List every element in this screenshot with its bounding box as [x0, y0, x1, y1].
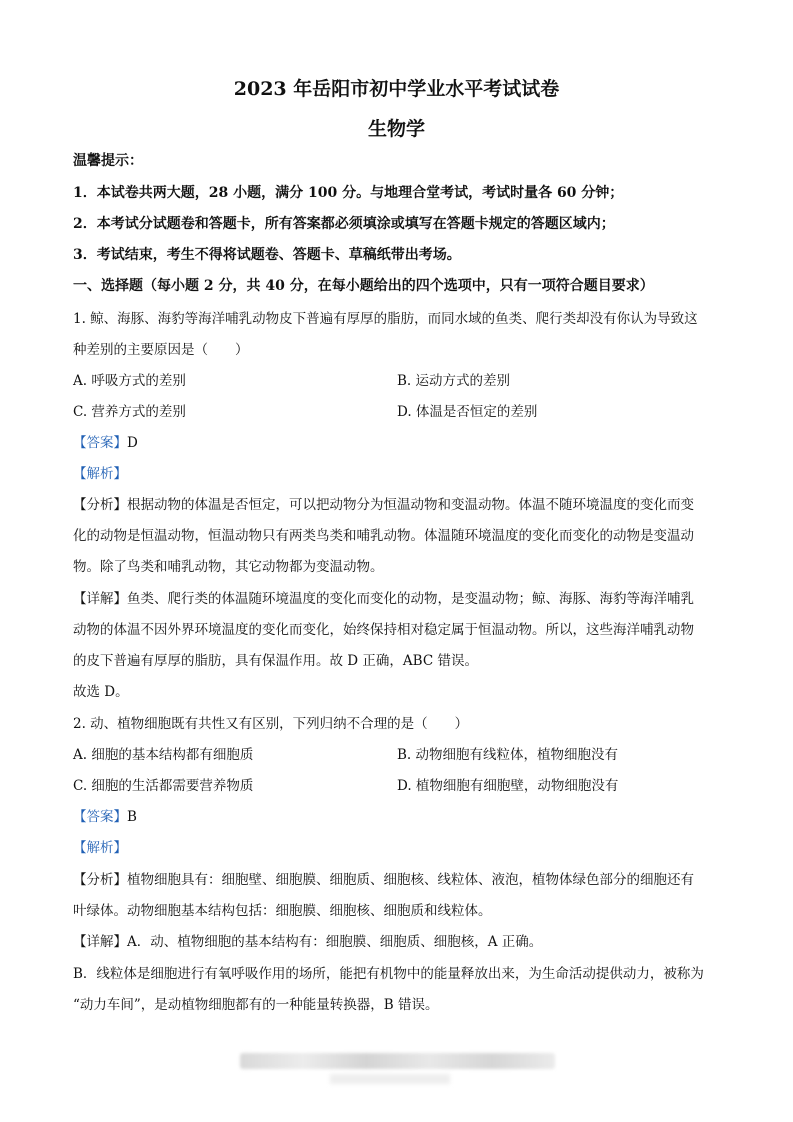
fenxi-text: 根据动物的体温是否恒定，可以把动物分为恒温动物和变温动物。体温不随环境温度的变化而变 — [127, 497, 694, 513]
q1-answer — [73, 431, 138, 451]
xiangjie-tag: 【详解】 — [73, 934, 127, 950]
tips-heading: 温馨提示： — [73, 153, 143, 169]
q1-analysis — [73, 462, 127, 482]
answer-tag: 【答案】 — [73, 809, 127, 825]
q1-stem-line-2: 种差别的主要原因是（ ） — [73, 342, 249, 358]
q2-stem: 2. 动、植物细胞既有共性又有区别，下列归纳不合理的是（ ） — [73, 716, 469, 732]
exam-title: 2023 年岳阳市初中学业水平考试试卷 — [233, 78, 560, 100]
xiangjie-text: A．动、植物细胞的基本结构有：细胞膜、细胞质、细胞核，A 正确。 — [127, 934, 543, 950]
analysis-tag: 【解析】 — [73, 466, 127, 482]
q2-option-d: D. 植物细胞有细胞壁，动物细胞没有 — [397, 778, 619, 794]
tip-3: 3．考试结束，考生不得将试题卷、答题卡、草稿纸带出考场。 — [73, 247, 461, 263]
q2-b-line-2: “动力车间”，是动植物细胞都有的一种能量转换器，B 错误。 — [73, 997, 439, 1013]
subject-title: 生物学 — [367, 118, 425, 140]
q2-xiangjie-line — [73, 930, 542, 950]
answer-value: D — [127, 435, 138, 451]
q1-fenxi-line-1 — [73, 493, 694, 513]
q1-fenxi-line-3: 物。除了鸟类和哺乳动物，其它动物都为变温动物。 — [73, 559, 384, 575]
answer-value: B — [127, 809, 137, 825]
blurred-watermark-small — [330, 1074, 450, 1084]
q2-fenxi-line-2: 叶绿体。动物细胞基本结构包括：细胞膜、细胞核、细胞质和线粒体。 — [73, 903, 492, 919]
q2-option-c: C. 细胞的生活都需要营养物质 — [73, 778, 254, 794]
q1-option-b: B. 运动方式的差别 — [397, 373, 511, 389]
tip-2: 2．本考试分试题卷和答题卡，所有答案都必须填涂或填写在答题卡规定的答题区域内； — [73, 216, 615, 232]
tip-1: 1．本试卷共两大题，28 小题，满分 100 分。与地理合堂考试，考试时量各 60 分钟； — [73, 185, 624, 201]
q2-b-line-1: B．线粒体是细胞进行有氧呼吸作用的场所，能把有机物中的能量释放出来，为生命活动提供动力，被称为 — [73, 966, 704, 982]
blurred-watermark — [240, 1053, 555, 1069]
fenxi-text: 植物细胞具有：细胞壁、细胞膜、细胞质、细胞核、线粒体、液泡，植物体绿色部分的细胞还有 — [127, 872, 694, 888]
fenxi-tag: 【分析】 — [73, 872, 127, 888]
q1-conclusion: 故选 D。 — [73, 684, 129, 700]
q1-option-c: C. 营养方式的差别 — [73, 404, 186, 420]
q1-xiangjie-line-3: 的皮下普遍有厚厚的脂肪，具有保温作用。故 D 正确，ABC 错误。 — [73, 653, 478, 669]
q2-option-a: A. 细胞的基本结构都有细胞质 — [73, 747, 254, 763]
q2-option-b: B. 动物细胞有线粒体，植物细胞没有 — [397, 747, 619, 763]
q1-xiangjie-line-2: 动物的体温不因外界环境温度的变化而变化，始终保持相对稳定属于恒温动物。所以，这些海洋哺乳动物 — [73, 622, 694, 638]
q1-option-d: D. 体温是否恒定的差别 — [397, 404, 538, 420]
q1-xiangjie-line-1 — [73, 587, 694, 607]
q1-stem-line-1: 1. 鲸、海豚、海豹等海洋哺乳动物皮下普遍有厚厚的脂肪，而同水域的鱼类、爬行类却没有你认为导致这 — [73, 311, 698, 327]
fenxi-tag: 【分析】 — [73, 497, 127, 513]
q2-fenxi-line-1 — [73, 868, 694, 888]
q2-analysis — [73, 836, 127, 856]
q1-option-a: A. 呼吸方式的差别 — [73, 373, 186, 389]
analysis-tag: 【解析】 — [73, 840, 127, 856]
q1-fenxi-line-2: 化的动物是恒温动物，恒温动物只有两类鸟类和哺乳动物。体温随环境温度的变化而变化的动物是变温动 — [73, 528, 694, 544]
answer-tag: 【答案】 — [73, 435, 127, 451]
xiangjie-tag: 【详解】 — [73, 591, 127, 607]
section-heading: 一、选择题（每小题 2 分，共 40 分，在每小题给出的四个选项中，只有一项符合题目要求） — [73, 278, 654, 294]
xiangjie-text: 鱼类、爬行类的体温随环境温度的变化而变化的动物，是变温动物；鲸、海豚、海豹等海洋哺乳 — [127, 591, 694, 607]
q2-answer — [73, 805, 137, 825]
